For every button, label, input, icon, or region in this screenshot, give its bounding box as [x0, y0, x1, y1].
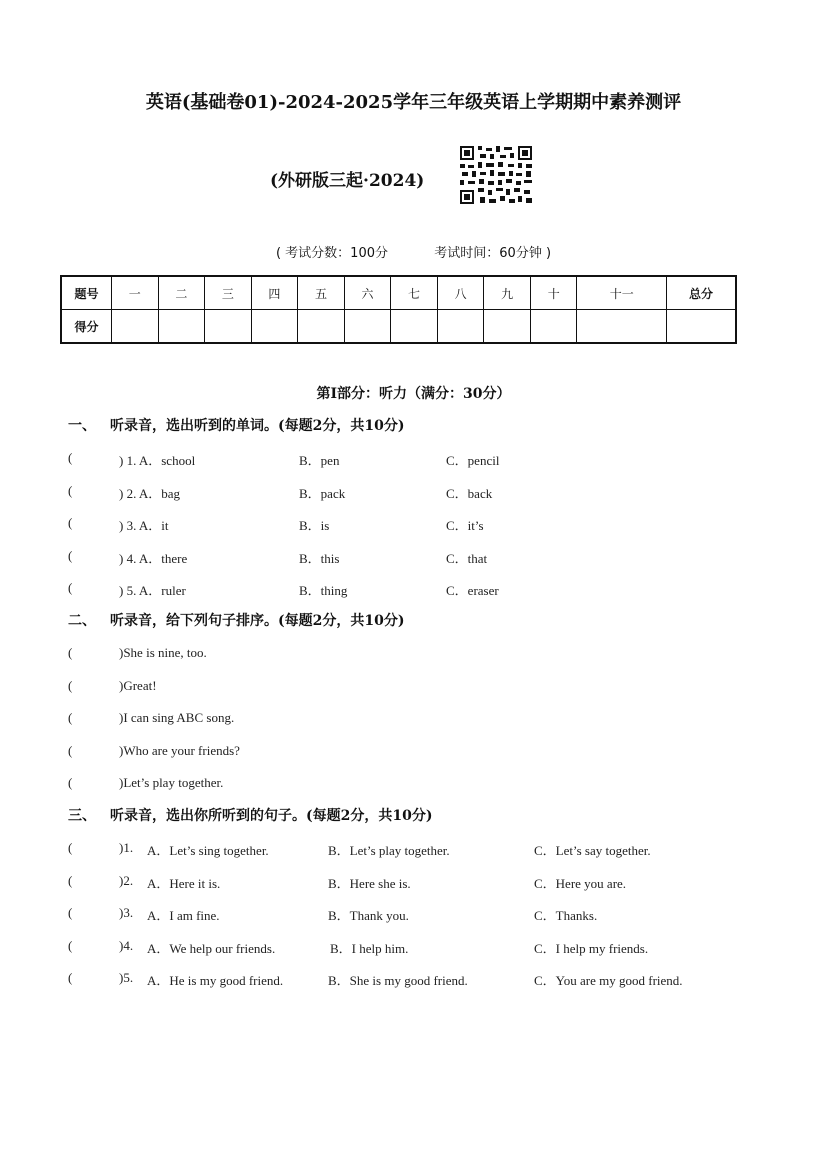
col-header: 六 — [344, 276, 391, 310]
question-option-c: C．it’s — [446, 518, 484, 533]
score-cell[interactable] — [344, 310, 391, 344]
score-cell[interactable] — [158, 310, 205, 344]
answer-paren[interactable]: ( — [68, 775, 73, 790]
page-subtitle: (外研版三起·2024) — [270, 171, 425, 191]
sentence-text: )Let’s play together. — [119, 775, 224, 790]
question-option-b: B．pen — [299, 453, 340, 468]
answer-paren[interactable]: ( — [68, 678, 73, 693]
row-label-score: 得分 — [61, 310, 112, 344]
score-cell[interactable] — [391, 310, 438, 344]
col-header: 十 — [530, 276, 577, 310]
answer-paren[interactable]: ( — [68, 710, 73, 725]
question-option-c: C．eraser — [446, 583, 499, 598]
score-cell[interactable] — [251, 310, 298, 344]
question-number: )1. — [119, 840, 134, 855]
paren-right: ) — [545, 246, 552, 261]
section-number: 二、 — [68, 613, 96, 629]
score-cell[interactable] — [205, 310, 252, 344]
score-cell-total[interactable] — [667, 310, 737, 344]
question-option-c: C．back — [446, 486, 493, 501]
sentence-text: )Great! — [119, 678, 157, 693]
score-cell[interactable] — [530, 310, 577, 344]
row-label-question: 题号 — [61, 276, 112, 310]
question-option-a: ) 5. A．ruler — [119, 583, 186, 598]
col-header: 二 — [158, 276, 205, 310]
section-instructions: 听录音，给下列句子排序。(每题2分，共10分) — [110, 613, 405, 629]
question-option-b: B．Let’s play together. — [328, 843, 450, 858]
page-title: 英语(基础卷01)-2024-2025学年三年级英语上学期期中素养测评 — [145, 92, 682, 113]
question-number: )5. — [119, 970, 134, 985]
question-option-b: B．is — [299, 518, 330, 533]
section-number: 一、 — [68, 418, 96, 434]
answer-paren[interactable]: ( — [68, 645, 73, 660]
col-header-total: 总分 — [667, 276, 737, 310]
question-option-a: A．We help our friends. — [147, 941, 276, 956]
question-option-a: A．Let’s sing together. — [147, 843, 269, 858]
question-option-c: C．I help my friends. — [534, 941, 649, 956]
section-title — [68, 610, 404, 630]
exam-time: 考试时间：60分钟 — [434, 246, 542, 261]
section-title — [68, 415, 404, 435]
question-option-a: A．I am fine. — [147, 908, 220, 923]
question-option-c: C．pencil — [446, 453, 500, 468]
col-header: 三 — [205, 276, 252, 310]
score-cell[interactable] — [437, 310, 484, 344]
question-option-c: C．Thanks. — [534, 908, 598, 923]
col-header: 十一 — [577, 276, 667, 310]
score-cell[interactable] — [112, 310, 159, 344]
question-option-b: B．this — [299, 551, 340, 566]
answer-paren[interactable]: ( — [68, 743, 73, 758]
col-header: 九 — [484, 276, 531, 310]
question-option-b: B．I help him. — [330, 941, 409, 956]
question-option-a: A．Here it is. — [147, 876, 221, 891]
col-header: 七 — [391, 276, 438, 310]
section-title — [68, 805, 432, 825]
col-header: 五 — [298, 276, 345, 310]
score-table-header-row — [61, 276, 736, 310]
answer-paren[interactable]: ( — [68, 970, 73, 985]
answer-paren[interactable]: ( — [68, 580, 73, 595]
question-option-a: A．He is my good friend. — [147, 973, 284, 988]
col-header: 八 — [437, 276, 484, 310]
qr-code-icon — [458, 144, 534, 206]
question-option-b: B．She is my good friend. — [328, 973, 468, 988]
paren-left: ( — [275, 246, 282, 261]
question-option-c: C．You are my good friend. — [534, 973, 683, 988]
answer-paren[interactable]: ( — [68, 515, 73, 530]
question-number: )3. — [119, 905, 134, 920]
score-cell[interactable] — [577, 310, 667, 344]
answer-paren[interactable]: ( — [68, 450, 73, 465]
section-instructions: 听录音，选出你所听到的句子。(每题2分，共10分) — [110, 808, 433, 824]
score-table-score-row — [61, 310, 736, 344]
answer-paren[interactable]: ( — [68, 938, 73, 953]
col-header: 四 — [251, 276, 298, 310]
section-instructions: 听录音，选出听到的单词。(每题2分，共10分) — [110, 418, 405, 434]
section-number: 三、 — [68, 808, 96, 824]
question-option-a: ) 3. A．it — [119, 518, 169, 533]
part-title: 第Ⅰ部分：听力（满分：30分） — [316, 386, 511, 402]
exam-score: 考试分数：100分 — [285, 246, 388, 261]
sentence-text: )I can sing ABC song. — [119, 710, 235, 725]
score-table — [60, 275, 737, 344]
sentence-text: )She is nine, too. — [119, 645, 207, 660]
question-option-b: B．pack — [299, 486, 346, 501]
answer-paren[interactable]: ( — [68, 548, 73, 563]
question-option-b: B．Here she is. — [328, 876, 411, 891]
answer-paren[interactable]: ( — [68, 840, 73, 855]
question-option-c: C．Here you are. — [534, 876, 627, 891]
answer-paren[interactable]: ( — [68, 873, 73, 888]
question-option-a: ) 2. A．bag — [119, 486, 181, 501]
question-option-c: C．that — [446, 551, 488, 566]
question-option-a: ) 4. A．there — [119, 551, 188, 566]
answer-paren[interactable]: ( — [68, 483, 73, 498]
answer-paren[interactable]: ( — [68, 905, 73, 920]
score-cell[interactable] — [484, 310, 531, 344]
question-option-c: C．Let’s say together. — [534, 843, 651, 858]
col-header: 一 — [112, 276, 159, 310]
question-option-b: B．thing — [299, 583, 348, 598]
question-option-a: ) 1. A．school — [119, 453, 196, 468]
score-cell[interactable] — [298, 310, 345, 344]
question-number: )4. — [119, 938, 134, 953]
question-option-b: B．Thank you. — [328, 908, 409, 923]
exam-info — [0, 242, 827, 261]
question-number: )2. — [119, 873, 134, 888]
sentence-text: )Who are your friends? — [119, 743, 240, 758]
